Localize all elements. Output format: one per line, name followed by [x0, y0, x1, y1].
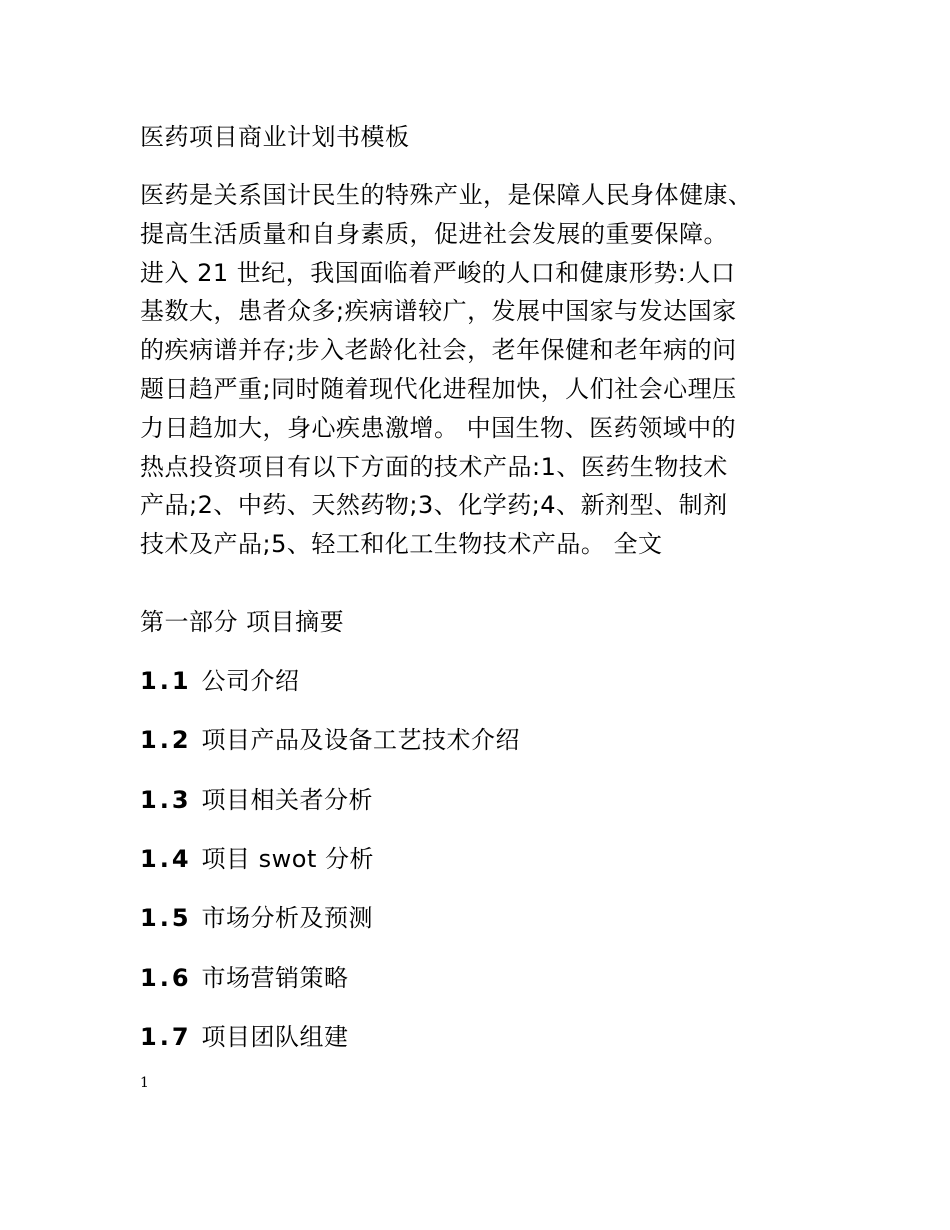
toc-item [140, 721, 520, 759]
toc-number: 1.6 [140, 964, 192, 992]
page-number: 1 [140, 1075, 149, 1091]
toc-label: 项目团队组建 [201, 1023, 349, 1051]
toc-item [140, 899, 373, 937]
intro-line: 医药是关系国计民生的特殊产业，是保障人民身体健康、 [140, 181, 753, 209]
intro-line: 产品;2、中药、天然药物;3、化学药;4、新剂型、制剂 [140, 491, 728, 520]
toc-number: 1.4 [140, 845, 192, 873]
intro-line: 热点投资项目有以下方面的技术产品:1、医药生物技术 [140, 452, 728, 481]
intro-line: 力日趋加大，身心疾患激增。 中国生物、医药领域中的 [140, 413, 737, 442]
toc-number: 1.1 [140, 667, 192, 695]
toc-label: 项目相关者分析 [201, 786, 374, 814]
intro-line: 技术及产品;5、轻工和化工生物技术产品。 全文 [140, 530, 663, 559]
toc-number: 1.7 [140, 1023, 192, 1051]
intro-line: 进入 21 世纪，我国面临着严峻的人口和健康形势:人口 [140, 258, 736, 287]
toc-number: 1.5 [140, 904, 192, 932]
intro-line: 题日趋严重;同时随着现代化进程加快，人们社会心理压 [140, 374, 737, 403]
intro-line: 的疾病谱并存;步入老龄化社会，老年保健和老年病的问 [140, 336, 737, 365]
toc-label: 市场分析及预测 [201, 904, 374, 932]
intro-line: 基数大，患者众多;疾病谱较广，发展中国家与发达国家 [140, 297, 737, 326]
toc-item [140, 781, 373, 819]
toc-label: 公司介绍 [201, 667, 300, 695]
toc-item [140, 840, 374, 878]
toc-label: 市场营销策略 [201, 964, 349, 992]
intro-line: 提高生活质量和自身素质，促进社会发展的重要保障。 [140, 219, 728, 248]
toc-item [140, 1018, 349, 1056]
toc-item [140, 959, 349, 997]
toc-label: 项目产品及设备工艺技术介绍 [201, 726, 521, 754]
section-heading: 第一部分 项目摘要 [140, 608, 345, 636]
toc-number: 1.2 [140, 726, 192, 754]
intro-paragraph [140, 176, 820, 564]
toc-label: 项目 swot 分析 [201, 845, 374, 873]
toc-number: 1.3 [140, 786, 192, 814]
document-title: 医药项目商业计划书模板 [140, 123, 410, 151]
toc-item [140, 662, 300, 700]
